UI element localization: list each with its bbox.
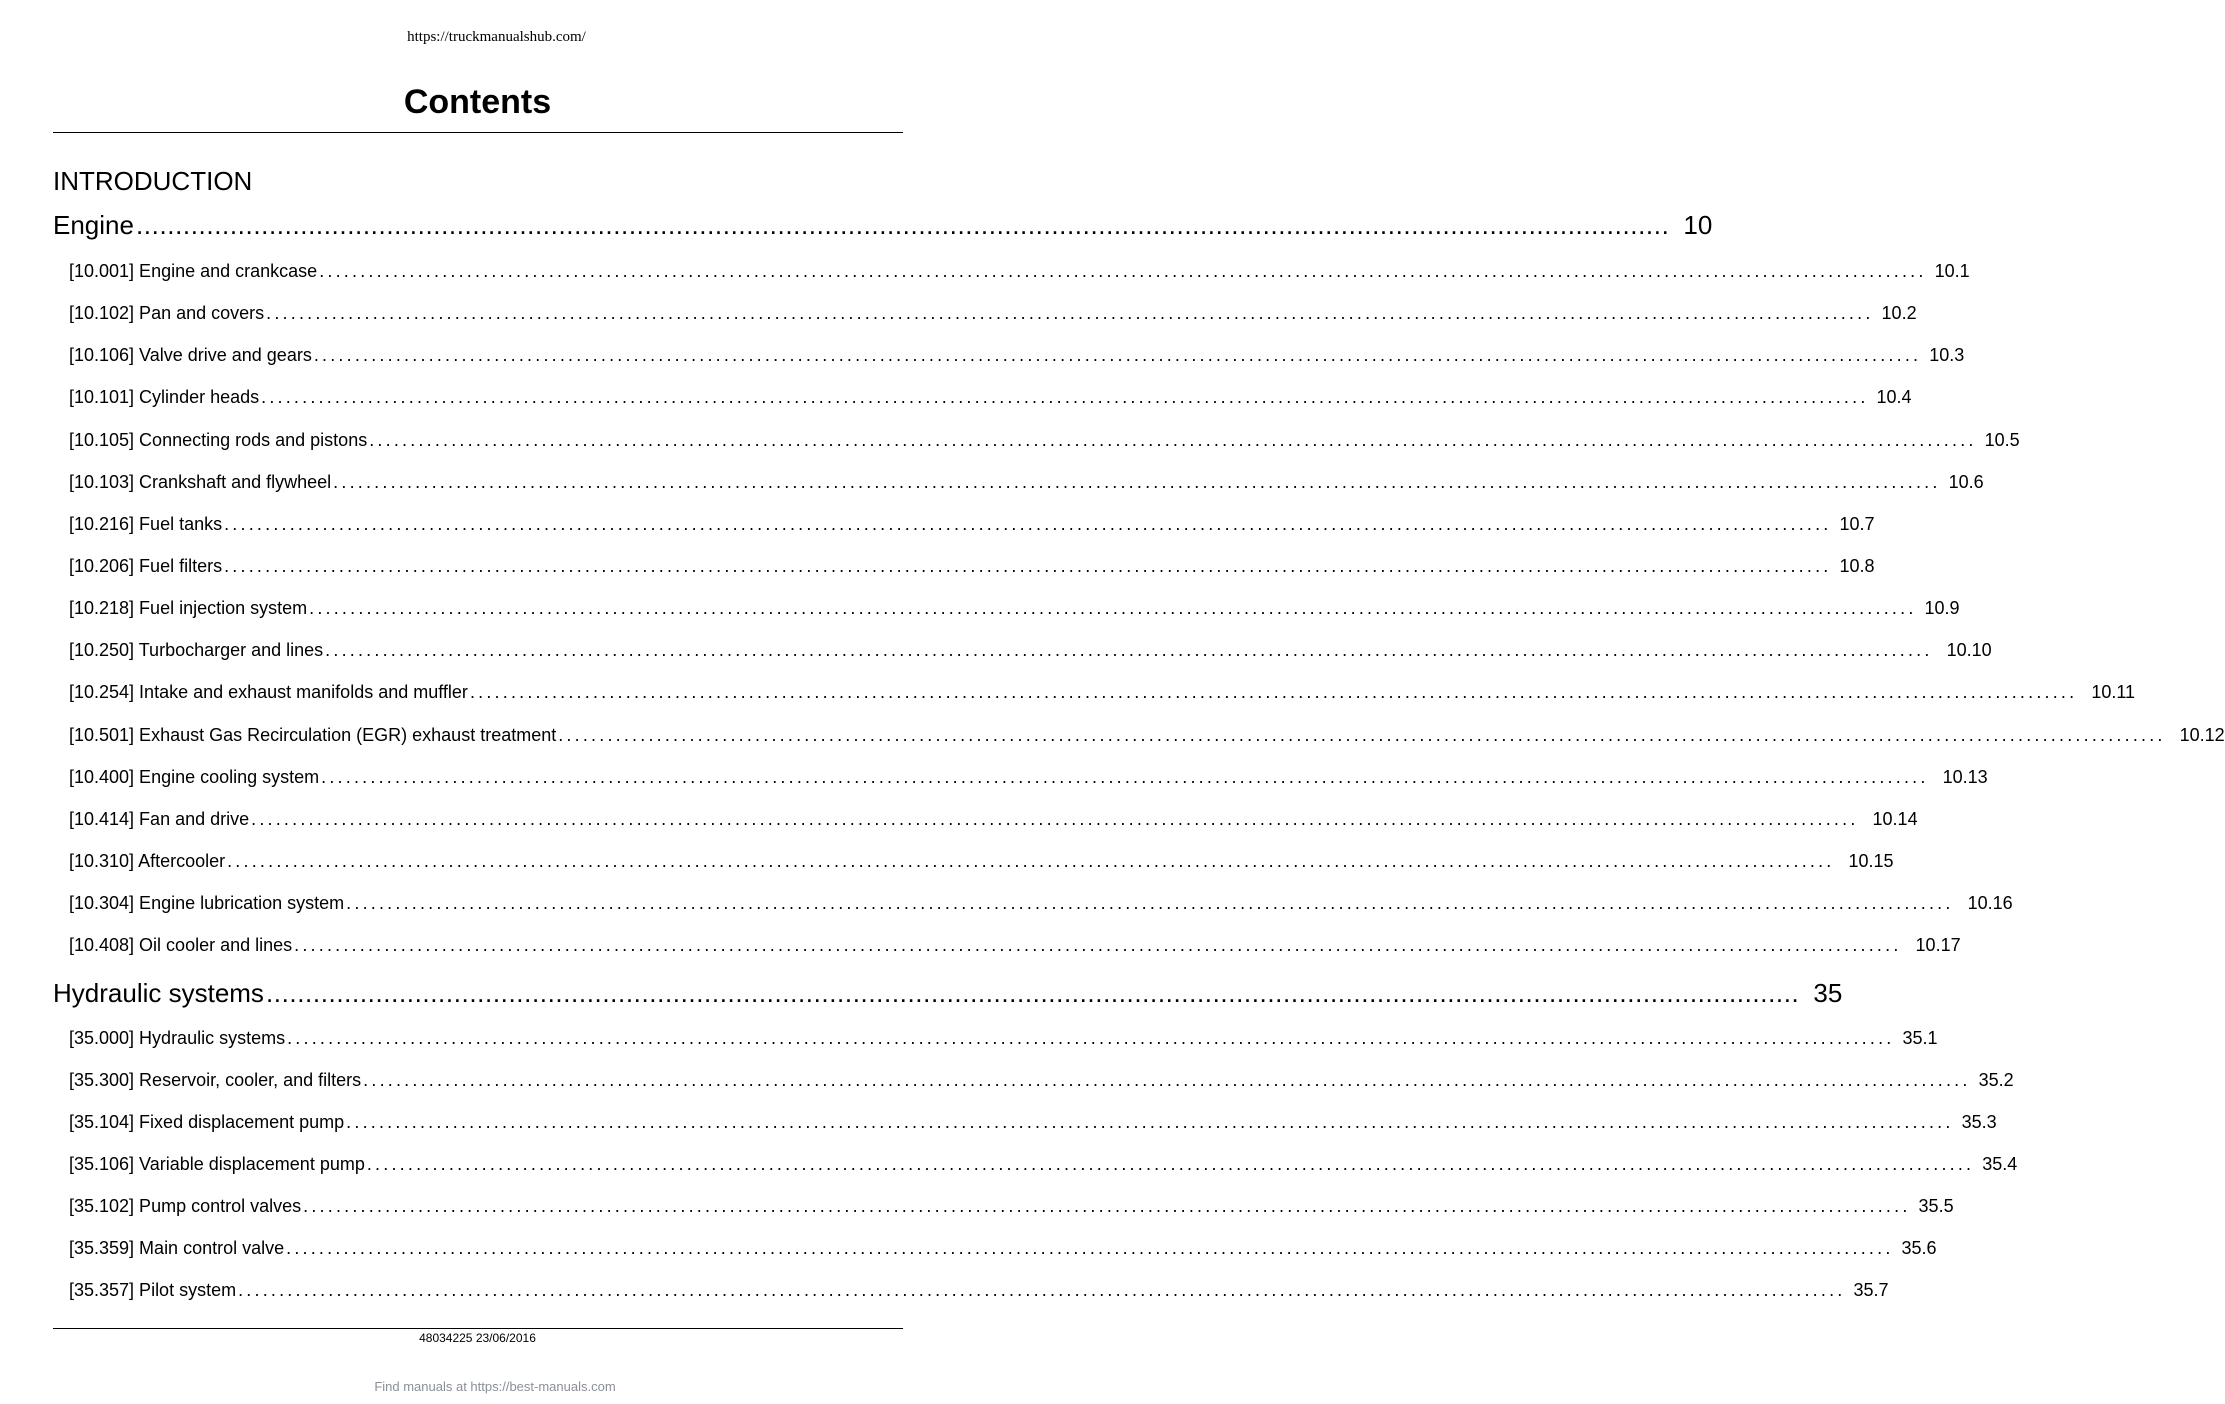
- toc-leader-dots: ....................................................................................................................................................................................................: [294, 935, 1902, 955]
- toc-leader-dots: ....................................................................................................................................................................................................: [238, 1280, 1846, 1300]
- toc-item-page: 35.6: [1901, 1238, 1937, 1258]
- toc-item-page: 10.4: [1876, 387, 1912, 407]
- toc-item-label: [35.104] Fixed displacement pump: [69, 1112, 345, 1132]
- toc-item[interactable]: [69, 724, 2225, 746]
- toc-item-page: 10.15: [1848, 851, 1894, 871]
- toc-item[interactable]: [69, 1153, 2018, 1175]
- toc-leader-dots: ....................................................................................................................................................................................................: [319, 261, 1927, 281]
- toc-item[interactable]: [69, 808, 1918, 830]
- toc-leader-dots: ....................................................................................................................................................................................................: [224, 556, 1832, 576]
- toc-item-page: 10.6: [1948, 472, 1984, 492]
- toc-leader-dots: ....................................................................................................................................................................................................: [369, 430, 1977, 450]
- toc-item-label: [10.103] Crankshaft and flywheel: [69, 472, 332, 492]
- toc-item-label: [35.359] Main control valve: [69, 1238, 285, 1258]
- toc-leader-dots: ....................................................................................................................................................................................................: [346, 893, 1954, 913]
- toc-item[interactable]: [69, 1069, 2014, 1091]
- toc-item-label: [10.250] Turbocharger and lines: [69, 640, 324, 660]
- toc-item[interactable]: [69, 1027, 1938, 1049]
- toc-item-page: 35.5: [1918, 1196, 1954, 1216]
- toc-item[interactable]: [69, 639, 1992, 661]
- toc-item[interactable]: [69, 386, 1912, 408]
- toc-section-page: 35: [1813, 978, 1843, 1008]
- toc-item-page: 10.14: [1872, 809, 1918, 829]
- toc-leader-dots: ....................................................................................................................................................................................................: [366, 1154, 1975, 1174]
- toc-item[interactable]: [69, 850, 1894, 872]
- toc-item-page: 10.8: [1839, 556, 1875, 576]
- toc-item-label: [35.357] Pilot system: [69, 1280, 237, 1300]
- toc-leader-dots: ....................................................................................................................................................................................................: [251, 809, 1859, 829]
- toc-leader-dots: ....................................................................................................................................................................................................: [321, 767, 1929, 787]
- toc-item[interactable]: [69, 513, 1875, 535]
- toc-leader-dots: ....................................................................................................................................................................................................: [286, 1238, 1894, 1258]
- toc-item-label: [10.408] Oil cooler and lines: [69, 935, 293, 955]
- toc-item-page: 35.1: [1902, 1028, 1938, 1048]
- toc-leader-dots: ....................................................................................................................................................................................................: [265, 978, 1800, 1008]
- toc-item-page: 10.11: [2091, 682, 2136, 702]
- toc-item-page: 10.17: [1915, 935, 1961, 955]
- bottom-divider: [53, 1328, 903, 1329]
- footer-link[interactable]: Find manuals at https://best-manuals.com: [374, 1379, 616, 1394]
- toc-item-page: 10.16: [1967, 893, 2013, 913]
- intro-heading: INTRODUCTION: [53, 166, 253, 196]
- toc-item[interactable]: [69, 555, 1875, 577]
- toc-leader-dots: ....................................................................................................................................................................................................: [558, 725, 2166, 745]
- toc-section-engine[interactable]: [53, 210, 1713, 240]
- toc-leader-dots: ....................................................................................................................................................................................................: [266, 303, 1874, 323]
- header-url[interactable]: https://truckmanualshub.com/: [407, 29, 586, 45]
- toc-item[interactable]: [69, 1195, 1954, 1217]
- page-title: Contents: [403, 83, 552, 121]
- toc-item[interactable]: [69, 471, 1984, 493]
- toc-section-label: Hydraulic systems: [53, 978, 264, 1008]
- toc-leader-dots: ....................................................................................................................................................................................................: [303, 1196, 1911, 1216]
- toc-item[interactable]: [69, 681, 2136, 703]
- toc-leader-dots: ....................................................................................................................................................................................................: [287, 1028, 1895, 1048]
- toc-item-label: [10.218] Fuel injection system: [69, 598, 308, 618]
- toc-item-label: [10.304] Engine lubrication system: [69, 893, 345, 913]
- toc-item-page: 35.7: [1853, 1280, 1889, 1300]
- toc-item-label: [10.216] Fuel tanks: [69, 514, 223, 534]
- toc-item-page: 10.10: [1946, 640, 1992, 660]
- toc-item-page: 35.4: [1982, 1154, 2018, 1174]
- toc-item[interactable]: [69, 1237, 1937, 1259]
- toc-leader-dots: ....................................................................................................................................................................................................: [313, 345, 1922, 365]
- toc-item[interactable]: [69, 429, 2020, 451]
- toc-item[interactable]: [69, 344, 1965, 366]
- toc-section-label: Engine: [53, 210, 134, 240]
- toc-item-label: [10.501] Exhaust Gas Recirculation (EGR) exhaust treatment: [69, 725, 557, 745]
- toc-item-label: [35.106] Variable displacement pump: [69, 1154, 365, 1174]
- toc-item-page: 10.13: [1942, 767, 1988, 787]
- footer-doc-code: 48034225 23/06/2016: [419, 1331, 536, 1345]
- toc-item[interactable]: [69, 1111, 1997, 1133]
- toc-item-label: [10.101] Cylinder heads: [69, 387, 260, 407]
- toc-item-label: [10.400] Engine cooling system: [69, 767, 320, 787]
- toc-item[interactable]: [69, 892, 2013, 914]
- toc-leader-dots: ....................................................................................................................................................................................................: [224, 514, 1832, 534]
- toc-item-label: [10.106] Valve drive and gears: [69, 345, 312, 365]
- toc-leader-dots: ....................................................................................................................................................................................................: [469, 682, 2078, 702]
- toc-item-page: 10.5: [1984, 430, 2020, 450]
- toc-leader-dots: ....................................................................................................................................................................................................: [333, 472, 1941, 492]
- toc-item-page: 10.12: [2179, 725, 2225, 745]
- toc-item-label: [10.102] Pan and covers: [69, 303, 265, 323]
- toc-item[interactable]: [69, 766, 1988, 788]
- toc-leader-dots: ....................................................................................................................................................................................................: [325, 640, 1933, 660]
- toc-item[interactable]: [69, 1279, 1889, 1301]
- toc-item-page: 35.2: [1978, 1070, 2014, 1090]
- toc-item-page: 10.1: [1934, 261, 1970, 281]
- toc-item-label: [10.001] Engine and crankcase: [69, 261, 318, 281]
- toc-item-label: [10.254] Intake and exhaust manifolds and muffler: [69, 682, 468, 702]
- toc-leader-dots: ....................................................................................................................................................................................................: [363, 1070, 1971, 1090]
- toc-item-label: [35.000] Hydraulic systems: [69, 1028, 286, 1048]
- toc-item-page: 10.3: [1929, 345, 1965, 365]
- toc-item[interactable]: [69, 597, 1960, 619]
- toc-item-label: [35.300] Reservoir, cooler, and filters: [69, 1070, 362, 1090]
- toc-section-hydraulic-systems[interactable]: [53, 978, 1843, 1008]
- toc-item-page: 10.2: [1881, 303, 1917, 323]
- toc-item-label: [10.310] Aftercooler: [69, 851, 226, 871]
- toc-leader-dots: ....................................................................................................................................................................................................: [346, 1112, 1954, 1132]
- toc-item-label: [10.414] Fan and drive: [69, 809, 250, 829]
- toc-leader-dots: ....................................................................................................................................................................................................: [261, 387, 1869, 407]
- toc-item[interactable]: [69, 302, 1917, 324]
- toc-item-label: [10.206] Fuel filters: [69, 556, 223, 576]
- top-divider: [53, 132, 903, 133]
- toc-leader-dots: ....................................................................................................................................................................................................: [227, 851, 1835, 871]
- toc-leader-dots: ....................................................................................................................................................................................................: [309, 598, 1917, 618]
- toc-section-page: 10: [1683, 210, 1713, 240]
- toc-item-page: 10.7: [1839, 514, 1875, 534]
- toc-item[interactable]: [69, 934, 1961, 956]
- toc-item-label: [10.105] Connecting rods and pistons: [69, 430, 368, 450]
- toc-item-page: 35.3: [1961, 1112, 1997, 1132]
- toc-item-label: [35.102] Pump control valves: [69, 1196, 302, 1216]
- toc-leader-dots: ....................................................................................................................................................................................................: [135, 210, 1670, 240]
- toc-item-page: 10.9: [1924, 598, 1960, 618]
- toc-item[interactable]: [69, 260, 1970, 282]
